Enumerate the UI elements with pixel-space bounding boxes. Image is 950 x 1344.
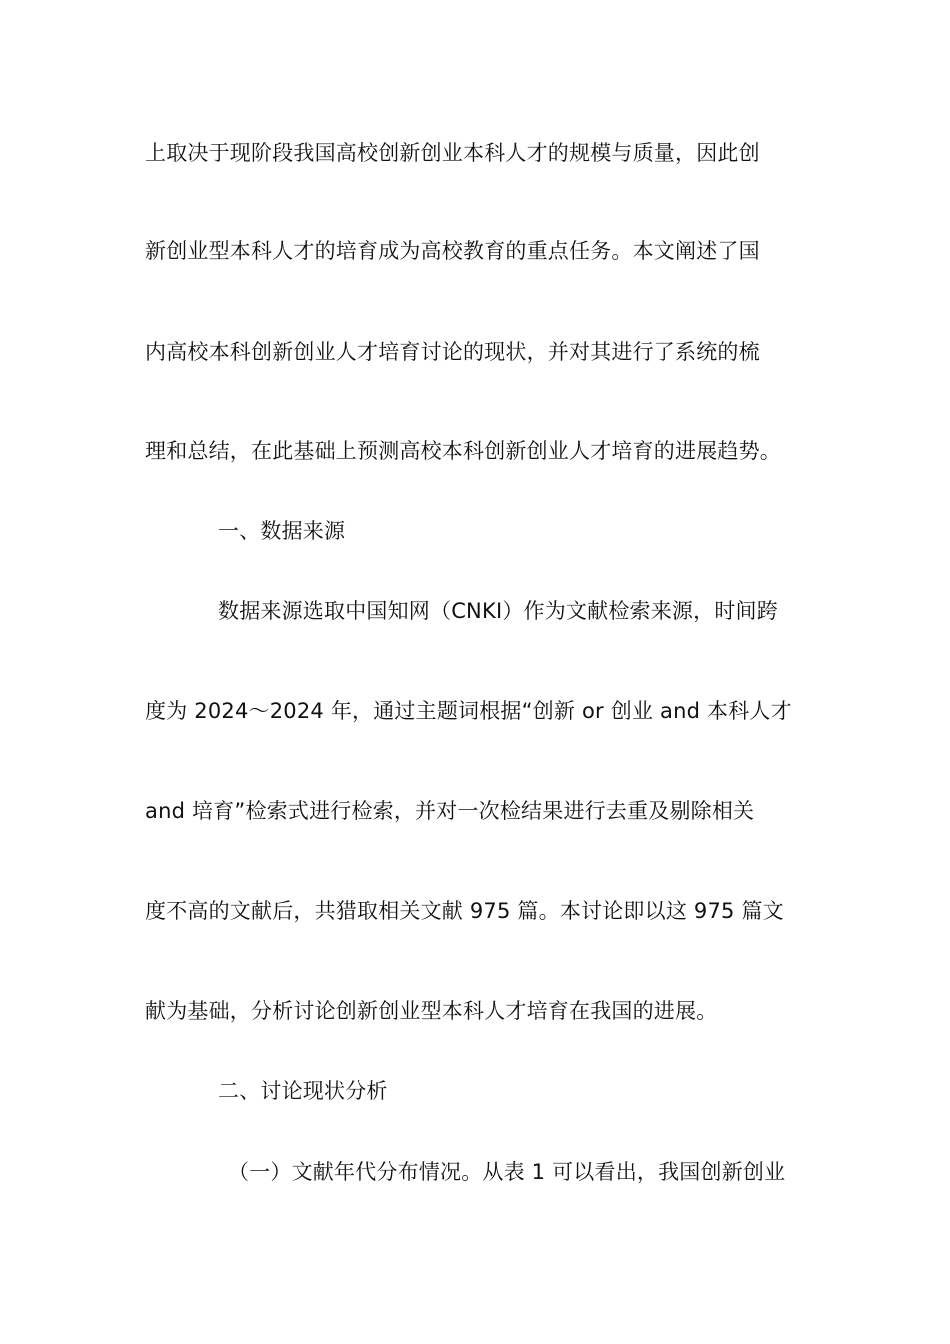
section-heading-data-source: 一、数据来源 [218,519,346,543]
paragraph-line-7: and 培育”检索式进行检索，并对一次检结果进行去重及剔除相关 [145,799,755,823]
subsection-line-1: （一）文献年代分布情况。从表 1 可以看出，我国创新创业 [228,1160,786,1184]
paragraph-line-6: 度为 2024～2024 年，通过主题词根据“创新 or 创业 and 本科人才 [145,699,792,723]
paragraph-line-3: 内高校本科创新创业人才培育讨论的现状，并对其进行了系统的梳 [145,340,760,364]
paragraph-line-5: 数据来源选取中国知网（CNKI）作为文献检索来源，时间跨 [218,599,778,623]
paragraph-line-9: 献为基础，分析讨论创新创业型本科人才培育在我国的进展。 [145,999,718,1023]
paragraph-line-2: 新创业型本科人才的培育成为高校教育的重点任务。本文阐述了国 [145,239,760,263]
paragraph-line-1: 上取决于现阶段我国高校创新创业本科人才的规模与质量，因此创 [145,141,760,165]
paragraph-line-8: 度不高的文献后，共猎取相关文献 975 篇。本讨论即以这 975 篇文 [145,899,784,923]
paragraph-line-4: 理和总结，在此基础上预测高校本科创新创业人才培育的进展趋势。 [145,439,781,463]
section-heading-status-analysis: 二、讨论现状分析 [218,1079,388,1103]
